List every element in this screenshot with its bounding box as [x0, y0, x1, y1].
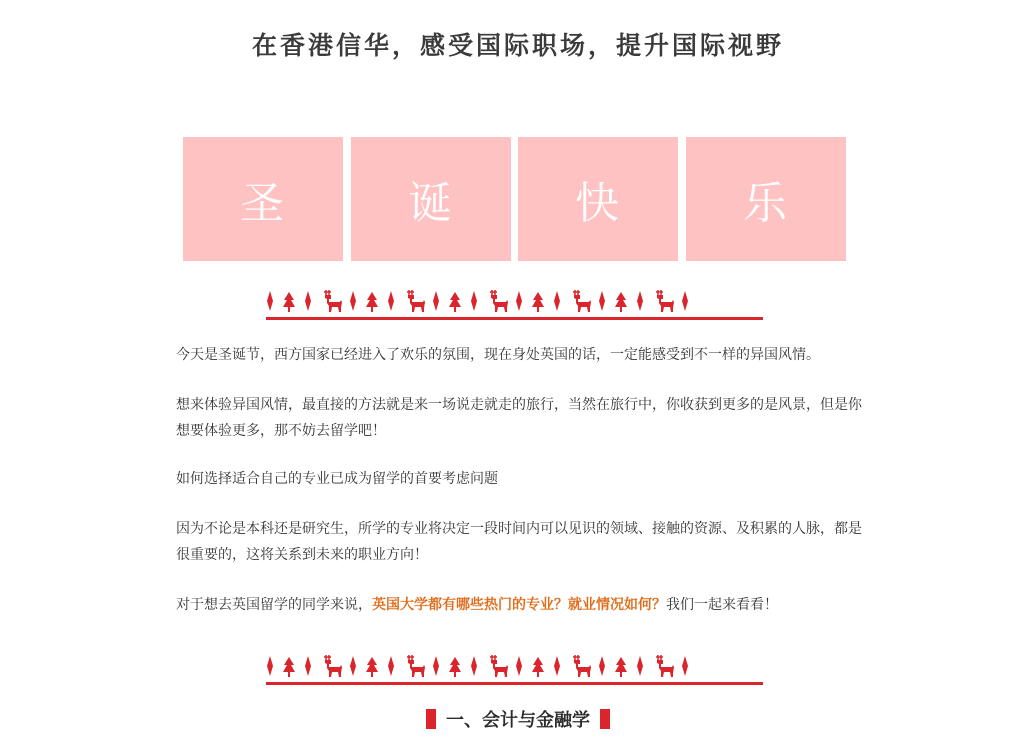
sparkle-icon: [305, 291, 311, 311]
tree-icon: [283, 292, 295, 312]
sparkle-icon: [682, 656, 688, 676]
sparkle-icon: [516, 656, 522, 676]
tree-icon: [615, 657, 627, 677]
heading-bar-left: [426, 709, 436, 729]
banner-tile: 乐: [686, 137, 846, 261]
sparkle-icon: [350, 291, 356, 311]
headline: 在香港信华，感受国际职场，提升国际视野: [251, 31, 784, 60]
tree-icon: [366, 292, 378, 312]
christmas-divider-top: [266, 287, 763, 323]
banner-tile: 诞: [351, 137, 511, 261]
reindeer-icon: [407, 290, 425, 312]
sparkle-icon: [554, 656, 560, 676]
paragraph-question: 如何选择适合自己的专业已成为留学的首要考虑问题: [176, 471, 498, 487]
cta-highlight: 英国大学都有哪些热门的专业？就业情况如何？: [372, 597, 666, 613]
sparkle-icon: [433, 291, 439, 311]
reindeer-icon: [573, 655, 591, 677]
sparkle-icon: [471, 291, 477, 311]
paragraph-travel: 想来体验异国风情，最直接的方法就是来一场说走就走的旅行，当然在旅行中，你收获到更多的是风景，但是你想要体验更多，那不妨去留学吧！: [176, 397, 862, 439]
christmas-divider-bottom: [266, 652, 763, 688]
tree-icon: [449, 657, 461, 677]
divider-line: [266, 317, 763, 320]
reindeer-icon: [324, 290, 342, 312]
tree-icon: [366, 657, 378, 677]
sparkle-icon: [637, 291, 643, 311]
sparkle-icon: [388, 656, 394, 676]
divider-line: [266, 682, 763, 685]
paragraph-intro: 今天是圣诞节，西方国家已经进入了欢乐的氛围，现在身处英国的话，一定能感受到不一样的异国风情。: [176, 347, 820, 363]
section-heading: [0, 706, 1036, 732]
sparkle-icon: [599, 291, 605, 311]
reindeer-icon: [490, 655, 508, 677]
tree-icon: [532, 657, 544, 677]
sparkle-icon: [305, 656, 311, 676]
tree-icon: [449, 292, 461, 312]
sparkle-icon: [599, 656, 605, 676]
tree-icon: [615, 292, 627, 312]
reindeer-icon: [573, 290, 591, 312]
tree-icon: [283, 657, 295, 677]
sparkle-icon: [554, 291, 560, 311]
section-title: 一、会计与金融学: [446, 710, 590, 731]
banner-tile: 圣: [183, 137, 343, 261]
sparkle-icon: [267, 291, 273, 311]
reindeer-icon: [324, 655, 342, 677]
cta-text-end: 我们一起来看看！: [666, 597, 778, 613]
reindeer-icon: [407, 655, 425, 677]
sparkle-icon: [471, 656, 477, 676]
sparkle-icon: [637, 656, 643, 676]
cta-text-start: 对于想去英国留学的同学来说，: [176, 597, 372, 613]
reindeer-icon: [656, 290, 674, 312]
sparkle-icon: [516, 291, 522, 311]
reindeer-icon: [656, 655, 674, 677]
paragraph-major: 因为不论是本科还是研究生，所学的专业将决定一段时间内可以见识的领域、接触的资源、及积累的人脉，都是很重要的，这将关系到未来的职业方向！: [176, 521, 862, 563]
heading-bar-right: [600, 709, 610, 729]
tree-icon: [532, 292, 544, 312]
christmas-banner: [183, 137, 846, 261]
sparkle-icon: [267, 656, 273, 676]
sparkle-icon: [433, 656, 439, 676]
reindeer-icon: [490, 290, 508, 312]
sparkle-icon: [388, 291, 394, 311]
paragraph-cta: [176, 592, 866, 618]
sparkle-icon: [682, 291, 688, 311]
sparkle-icon: [350, 656, 356, 676]
banner-tile: 快: [518, 137, 678, 261]
